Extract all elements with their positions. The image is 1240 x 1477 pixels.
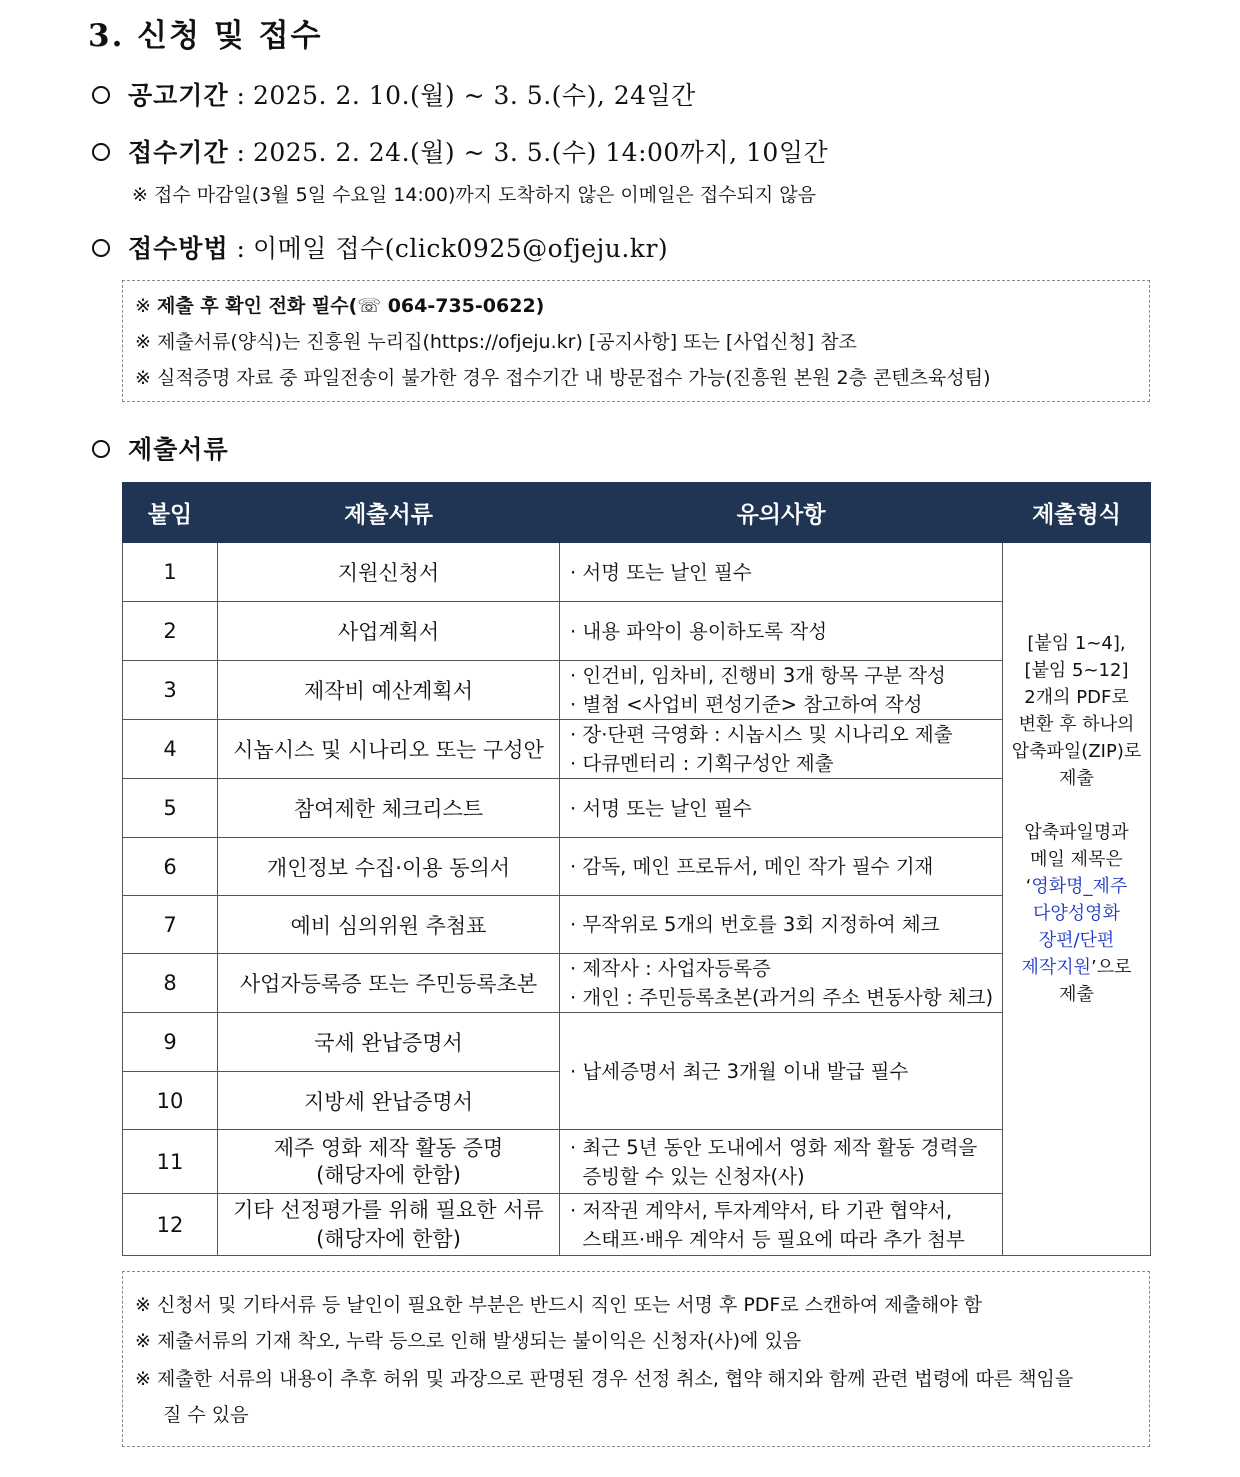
note-line: · 최근 5년 동안 도내에서 영화 제작 활동 경력을 [570,1135,978,1159]
table-row [123,954,1151,1013]
header-notes: 유의사항 [560,483,1003,543]
row-no: 4 [123,720,218,779]
bottom-notes-box [122,1271,1150,1447]
row-notes [560,1194,1003,1256]
phone-confirm-text: 제출 후 확인 전화 필수( [156,295,358,317]
docs-heading: 제출서류 [128,435,229,464]
note-line: 증빙할 수 있는 신청자(사) [570,1164,805,1188]
table-row [123,720,1151,779]
row-no: 10 [123,1072,218,1130]
note-line: · 개인 : 주민등록초본(과거의 주소 변동사항 체크) [570,986,994,1009]
table-row [123,661,1151,720]
table-row [123,543,1151,602]
note-line: · 저작권 계약서, 투자계약서, 타 기관 협약서, [570,1198,953,1222]
row-notes [560,543,1003,602]
circle-bullet-icon [92,143,110,161]
row-doc: 제작비 예산계획서 [218,661,560,720]
method-note-1 [135,291,544,318]
header-attachment: 붙임 [123,483,218,543]
notice-period-sep: : [228,81,253,110]
row-notes [560,896,1003,954]
row-notes [560,954,1003,1013]
doc-line: 기타 선정평가를 위해 필요한 서류 [233,1197,544,1222]
docs-heading-row [92,430,229,466]
table-row [123,602,1151,661]
format-line: 압축파일명과 [1024,822,1129,843]
header-format: 제출형식 [1003,483,1151,543]
row-no: 3 [123,661,218,720]
row-doc: 사업계획서 [218,602,560,661]
receipt-deadline-note: ※ 접수 마감일(3월 5일 수요일 14:00)까지 도착하지 않은 이메일은 접수되지 않음 [132,184,816,206]
notice-period-value: 2025. 2. 10.(월) ~ 3. 5.(수), 24일간 [252,81,696,110]
format-line [1003,873,1150,900]
row-doc: 사업자등록증 또는 주민등록초본 [218,954,560,1013]
format-line: 제출 [1059,768,1094,789]
documents-table [122,482,1151,1256]
circle-bullet-icon [92,239,110,257]
row-no: 1 [123,543,218,602]
receipt-method-label: 접수방법 [128,234,229,263]
format-blue-text: 제작지원 [1021,957,1092,978]
row-no: 5 [123,779,218,838]
note-line: · 장·단편 극영화 : 시놉시스 및 시나리오 제출 [570,723,953,746]
quote-mark: ‘ [1025,876,1032,897]
circle-bullet-icon [92,86,110,104]
row-doc [218,1130,560,1194]
format-blue-text: 다양성영화 [1033,903,1120,924]
receipt-period-value: 2025. 2. 24.(월) ~ 3. 5.(수) 14:00까지, 10일간 [252,138,829,167]
receipt-method-value: 이메일 접수(click0925@ofjeju.kr) [252,234,669,263]
receipt-period-row [92,133,828,169]
receipt-period-sep: : [228,138,253,167]
submission-format-cell [1003,543,1151,1256]
row-no: 9 [123,1013,218,1072]
note-line: · 다큐멘터리 : 기획구성안 제출 [570,752,834,775]
bottom-note-4: 질 수 있음 [163,1404,249,1426]
row-no: 6 [123,838,218,896]
row-notes [560,779,1003,838]
format-line: 2개의 PDF로 [1024,687,1129,708]
table-row [123,1130,1151,1194]
row-doc: 예비 심의위원 추첨표 [218,896,560,954]
format-blue-text: 장편/단편 [1038,930,1115,951]
format-line: 변환 후 하나의 [1018,714,1135,735]
table-row [123,1013,1151,1072]
note-prefix: ※ [135,295,157,317]
format-line: [붙임 5~12] [1024,660,1129,681]
note-line: · 내용 파악이 용이하도록 작성 [570,619,828,643]
row-no: 12 [123,1194,218,1256]
table-row [123,779,1151,838]
note-line: · 별첨 <사업비 편성기준> 참고하여 작성 [570,693,923,716]
doc-line: (해당자에 한함) [316,1162,461,1187]
row-notes [560,1130,1003,1194]
section-title: 3. 신청 및 접수 [88,18,323,54]
format-line: [붙임 1~4], [1027,633,1126,654]
note-line: · 제작사 : 사업자등록증 [570,957,771,980]
row-notes [560,1013,1003,1130]
format-spacer [1003,792,1150,819]
row-notes [560,602,1003,661]
format-blue-text: 영화명_제주 [1031,876,1128,897]
row-doc [218,1194,560,1256]
note-line: · 인건비, 임차비, 진행비 3개 항목 구분 작성 [570,664,946,687]
doc-line: (해당자에 한함) [316,1226,461,1251]
table-header-row [123,483,1151,543]
note-line: · 서명 또는 날인 필수 [570,560,752,584]
method-notes-box [122,280,1150,402]
method-note-3: ※ 실적증명 자료 중 파일전송이 불가한 경우 접수기간 내 방문접수 가능(진흥원 본원 2층 콘텐츠육성팀) [135,367,991,389]
row-doc: 개인정보 수집·이용 동의서 [218,838,560,896]
row-doc: 지방세 완납증명서 [218,1072,560,1130]
row-no: 11 [123,1130,218,1194]
table-row [123,838,1151,896]
header-document: 제출서류 [218,483,560,543]
row-notes [560,661,1003,720]
row-no: 7 [123,896,218,954]
note-line: · 감독, 메인 프로듀서, 메인 작가 필수 기재 [570,855,934,878]
method-note-2: ※ 제출서류(양식)는 진흥원 누리집(https://ofjeju.kr) [공지사항] 또는 [사업신청] 참조 [135,331,857,353]
note-line: 스태프·배우 계약서 등 필요에 따라 추가 첨부 [570,1227,965,1251]
bottom-note-1: ※ 신청서 및 기타서류 등 날인이 필요한 부분은 반드시 직인 또는 서명 후 PDF로 스캔하여 제출해야 함 [135,1294,983,1316]
row-notes [560,720,1003,779]
note-line: · 무작위로 5개의 번호를 3회 지정하여 체크 [570,913,940,936]
format-tail: ’으로 [1091,957,1132,978]
doc-line: 제주 영화 제작 활동 증명 [273,1135,504,1160]
row-notes [560,838,1003,896]
notice-period-label: 공고기간 [128,81,229,110]
receipt-method-row [92,229,668,265]
format-line: 압축파일(ZIP)로 [1011,741,1142,762]
format-line [1003,954,1150,981]
bottom-note-2: ※ 제출서류의 기재 착오, 누락 등으로 인해 발생되는 불이익은 신청자(사)에 있음 [135,1330,802,1352]
row-no: 8 [123,954,218,1013]
phone-number: 064-735-0622) [381,295,545,317]
receipt-period-label: 접수기간 [128,138,229,167]
format-line: 제출 [1059,984,1094,1005]
bottom-note-3: ※ 제출한 서류의 내용이 추후 허위 및 과장으로 판명된 경우 선정 취소, 협약 해지와 함께 관련 법령에 따른 책임을 [135,1368,1074,1390]
row-doc: 국세 완납증명서 [218,1013,560,1072]
row-doc: 시놉시스 및 시나리오 또는 구성안 [218,720,560,779]
format-spacer [1003,1008,1150,1168]
row-doc: 지원신청서 [218,543,560,602]
format-line: 메일 제목은 [1030,849,1123,870]
note-line: · 서명 또는 날인 필수 [570,796,752,820]
table-row [123,1194,1151,1256]
receipt-method-sep: : [228,234,253,263]
notice-period-row [92,76,696,112]
note-line: · 납세증명서 최근 3개월 이내 발급 필수 [570,1059,909,1083]
row-doc: 참여제한 체크리스트 [218,779,560,838]
row-no: 2 [123,602,218,661]
table-row [123,896,1151,954]
phone-icon: ☏ [357,295,382,317]
circle-bullet-icon [92,440,110,458]
